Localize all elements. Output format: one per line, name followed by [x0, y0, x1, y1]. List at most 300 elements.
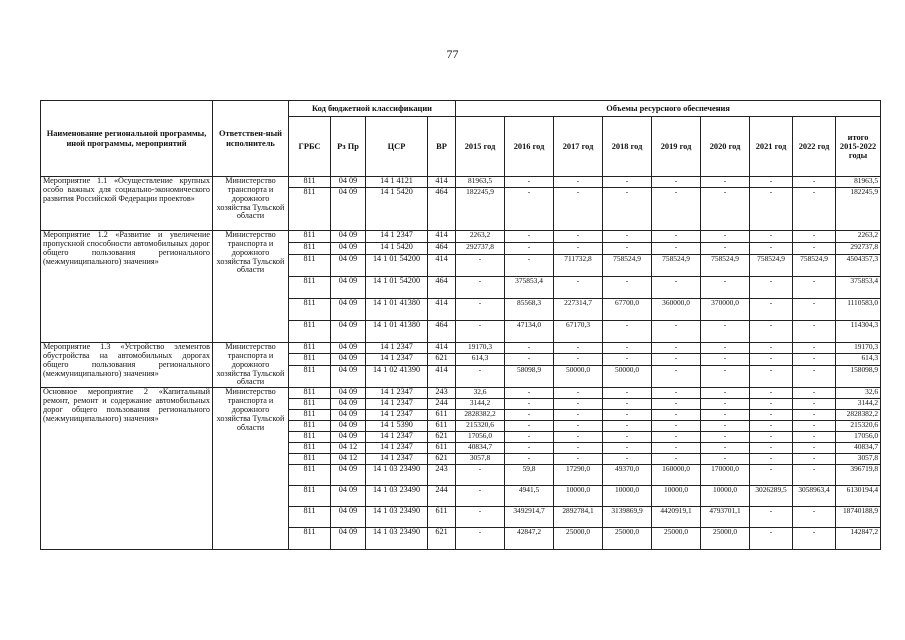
amount-cell: 4941,5 [505, 486, 554, 507]
rzpr-cell: 04 09 [331, 388, 366, 399]
vr-cell: 414 [428, 365, 456, 388]
rzpr-cell: 04 12 [331, 443, 366, 454]
amount-cell: - [652, 354, 701, 365]
amount-cell: - [554, 421, 603, 432]
amount-cell: 50000,0 [603, 365, 652, 388]
amount-cell: 375853,4 [505, 277, 554, 299]
budget-table [40, 100, 881, 550]
executor-cell: Министерство транспорта и дорожного хозяйства Тульской области [213, 177, 289, 231]
amount-cell: - [554, 343, 603, 354]
header-vr: ВР [428, 117, 456, 177]
amount-cell: - [554, 277, 603, 299]
amount-cell: 2263,2 [456, 231, 505, 243]
amount-cell: - [701, 443, 750, 454]
amount-cell: - [505, 388, 554, 399]
grbs-cell: 811 [289, 255, 331, 277]
amount-cell: - [505, 354, 554, 365]
amount-cell: - [701, 354, 750, 365]
amount-cell: 758524,9 [750, 255, 793, 277]
grbs-cell: 811 [289, 528, 331, 550]
amount-cell: - [652, 421, 701, 432]
vr-cell: 414 [428, 343, 456, 354]
grbs-cell: 811 [289, 399, 331, 410]
amount-cell: - [603, 454, 652, 465]
amount-cell: 292737,8 [456, 243, 505, 255]
amount-cell: - [505, 399, 554, 410]
vr-cell: 414 [428, 299, 456, 321]
amount-cell: - [750, 528, 793, 550]
amount-cell: - [505, 255, 554, 277]
amount-cell: - [554, 354, 603, 365]
amount-cell: 50000,0 [554, 365, 603, 388]
vr-cell: 621 [428, 528, 456, 550]
table-row [41, 388, 881, 399]
amount-cell: - [750, 177, 793, 188]
amount-cell: - [456, 507, 505, 528]
header-total: итого 2015-2022 годы [836, 117, 881, 177]
csr-cell: 14 1 03 23490 [366, 528, 428, 550]
amount-cell: - [603, 410, 652, 421]
amount-cell: - [603, 231, 652, 243]
amount-cell: 58098,9 [505, 365, 554, 388]
amount-cell: - [603, 243, 652, 255]
amount-cell: - [554, 410, 603, 421]
amount-cell: 42847,2 [505, 528, 554, 550]
total-cell: 2263,2 [836, 231, 881, 243]
amount-cell: - [505, 231, 554, 243]
header-resources: Объемы ресурсного обеспечения [456, 101, 881, 117]
amount-cell: 758524,9 [652, 255, 701, 277]
amount-cell: - [603, 277, 652, 299]
amount-cell: - [750, 421, 793, 432]
csr-cell: 14 1 2347 [366, 388, 428, 399]
amount-cell: - [750, 299, 793, 321]
header-year: 2021 год [750, 117, 793, 177]
rzpr-cell: 04 09 [331, 277, 366, 299]
amount-cell: - [750, 243, 793, 255]
amount-cell: - [652, 343, 701, 354]
header-year: 2017 год [554, 117, 603, 177]
vr-cell: 611 [428, 410, 456, 421]
amount-cell: - [750, 188, 793, 231]
amount-cell: - [750, 443, 793, 454]
amount-cell: - [652, 188, 701, 231]
amount-cell: 67700,0 [603, 299, 652, 321]
program-name: Основное мероприятие 2 «Капитальный ремонт, ремонт и содержание автомобильных дорог общего пользования регионального (межмуниципального) значения» [41, 388, 213, 550]
grbs-cell: 811 [289, 388, 331, 399]
rzpr-cell: 04 09 [331, 528, 366, 550]
total-cell: 182245,9 [836, 188, 881, 231]
amount-cell: - [701, 321, 750, 343]
header-rzpr: Рз Пр [331, 117, 366, 177]
rzpr-cell: 04 09 [331, 299, 366, 321]
page-number: 77 [446, 47, 459, 61]
amount-cell: - [750, 321, 793, 343]
total-cell: 158098,9 [836, 365, 881, 388]
rzpr-cell: 04 09 [331, 365, 366, 388]
csr-cell: 14 1 01 41380 [366, 299, 428, 321]
total-cell: 40834,7 [836, 443, 881, 454]
amount-cell: - [701, 365, 750, 388]
amount-cell: 67170,3 [554, 321, 603, 343]
amount-cell: 10000,0 [603, 486, 652, 507]
total-cell: 4504357,3 [836, 255, 881, 277]
amount-cell: - [701, 277, 750, 299]
amount-cell: - [701, 231, 750, 243]
amount-cell: - [701, 432, 750, 443]
amount-cell: 370000,0 [701, 299, 750, 321]
vr-cell: 611 [428, 507, 456, 528]
rzpr-cell: 04 09 [331, 188, 366, 231]
total-cell: 292737,8 [836, 243, 881, 255]
amount-cell: - [652, 410, 701, 421]
amount-cell: - [652, 399, 701, 410]
amount-cell: - [701, 454, 750, 465]
grbs-cell: 811 [289, 177, 331, 188]
csr-cell: 14 1 2347 [366, 399, 428, 410]
amount-cell: - [505, 343, 554, 354]
amount-cell: 32,6 [456, 388, 505, 399]
amount-cell: - [793, 343, 836, 354]
program-name: Мероприятие 1.3 «Устройство элементов обустройства на автомобильных дорогах общего пользования регионального (межмуниципального) значения» [41, 343, 213, 388]
amount-cell: - [793, 507, 836, 528]
amount-cell: - [750, 410, 793, 421]
amount-cell: 2828382,2 [456, 410, 505, 421]
amount-cell: - [505, 410, 554, 421]
amount-cell: - [793, 421, 836, 432]
header-year: 2020 год [701, 117, 750, 177]
total-cell: 6130194,4 [836, 486, 881, 507]
amount-cell: - [701, 188, 750, 231]
amount-cell: 160000,0 [652, 465, 701, 486]
amount-cell: 758524,9 [793, 255, 836, 277]
amount-cell: 47134,0 [505, 321, 554, 343]
grbs-cell: 811 [289, 243, 331, 255]
amount-cell: - [603, 343, 652, 354]
rzpr-cell: 04 09 [331, 421, 366, 432]
amount-cell: - [505, 443, 554, 454]
amount-cell: - [793, 188, 836, 231]
amount-cell: - [793, 277, 836, 299]
amount-cell: - [750, 399, 793, 410]
total-cell: 19170,3 [836, 343, 881, 354]
amount-cell: - [793, 299, 836, 321]
amount-cell: - [701, 343, 750, 354]
vr-cell: 244 [428, 399, 456, 410]
amount-cell: 711732,8 [554, 255, 603, 277]
grbs-cell: 811 [289, 454, 331, 465]
amount-cell: 758524,9 [701, 255, 750, 277]
amount-cell: - [793, 231, 836, 243]
csr-cell: 14 1 2347 [366, 410, 428, 421]
amount-cell: - [456, 365, 505, 388]
amount-cell: - [793, 177, 836, 188]
table-row [41, 343, 881, 354]
amount-cell: - [505, 454, 554, 465]
amount-cell: 59,8 [505, 465, 554, 486]
amount-cell: - [750, 465, 793, 486]
vr-cell: 464 [428, 188, 456, 231]
total-cell: 396719,8 [836, 465, 881, 486]
total-cell: 32,6 [836, 388, 881, 399]
table-row [41, 231, 881, 243]
amount-cell: - [652, 321, 701, 343]
header-year: 2019 год [652, 117, 701, 177]
amount-cell: 49370,0 [603, 465, 652, 486]
header-executor: Ответствен-ный исполнитель [213, 101, 289, 177]
amount-cell: - [793, 432, 836, 443]
amount-cell: - [750, 432, 793, 443]
amount-cell: - [652, 432, 701, 443]
amount-cell: - [554, 399, 603, 410]
amount-cell: 170000,0 [701, 465, 750, 486]
amount-cell: - [554, 432, 603, 443]
rzpr-cell: 04 09 [331, 432, 366, 443]
amount-cell: 3492914,7 [505, 507, 554, 528]
table-body [41, 177, 881, 550]
amount-cell: 614,3 [456, 354, 505, 365]
executor-cell: Министерство транспорта и дорожного хозяйства Тульской области [213, 388, 289, 550]
amount-cell: - [603, 177, 652, 188]
amount-cell: - [793, 354, 836, 365]
vr-cell: 243 [428, 388, 456, 399]
grbs-cell: 811 [289, 421, 331, 432]
amount-cell: - [701, 177, 750, 188]
csr-cell: 14 1 2347 [366, 454, 428, 465]
amount-cell: 25000,0 [554, 528, 603, 550]
csr-cell: 14 1 5420 [366, 188, 428, 231]
amount-cell: - [750, 354, 793, 365]
amount-cell: - [750, 454, 793, 465]
vr-cell: 621 [428, 432, 456, 443]
amount-cell: - [603, 421, 652, 432]
total-cell: 1110583,0 [836, 299, 881, 321]
amount-cell: - [505, 432, 554, 443]
total-cell: 3057,8 [836, 454, 881, 465]
amount-cell: 3144,2 [456, 399, 505, 410]
amount-cell: - [505, 421, 554, 432]
amount-cell: - [652, 177, 701, 188]
grbs-cell: 811 [289, 465, 331, 486]
header-year: 2018 год [603, 117, 652, 177]
amount-cell: - [701, 243, 750, 255]
csr-cell: 14 1 03 23490 [366, 486, 428, 507]
csr-cell: 14 1 4121 [366, 177, 428, 188]
amount-cell: 25000,0 [652, 528, 701, 550]
amount-cell: - [793, 443, 836, 454]
amount-cell: - [750, 343, 793, 354]
amount-cell: - [701, 410, 750, 421]
amount-cell: 19170,3 [456, 343, 505, 354]
amount-cell: - [456, 486, 505, 507]
amount-cell: - [701, 421, 750, 432]
vr-cell: 464 [428, 243, 456, 255]
header-year: 2022 год [793, 117, 836, 177]
total-cell: 215320,6 [836, 421, 881, 432]
header-budget-code: Код бюджетной классификации [289, 101, 456, 117]
grbs-cell: 811 [289, 365, 331, 388]
amount-cell: - [750, 388, 793, 399]
amount-cell: - [554, 388, 603, 399]
amount-cell: - [652, 231, 701, 243]
grbs-cell: 811 [289, 277, 331, 299]
csr-cell: 14 1 01 54200 [366, 255, 428, 277]
csr-cell: 14 1 02 41390 [366, 365, 428, 388]
amount-cell: - [603, 354, 652, 365]
amount-cell: 215320,6 [456, 421, 505, 432]
csr-cell: 14 1 5420 [366, 243, 428, 255]
amount-cell: - [603, 188, 652, 231]
amount-cell: 10000,0 [701, 486, 750, 507]
rzpr-cell: 04 12 [331, 454, 366, 465]
csr-cell: 14 1 03 23490 [366, 465, 428, 486]
amount-cell: - [793, 388, 836, 399]
amount-cell: 3058963,4 [793, 486, 836, 507]
header-csr: ЦСР [366, 117, 428, 177]
rzpr-cell: 04 09 [331, 177, 366, 188]
program-name: Мероприятие 1.2 «Развитие и увеличение пропускной способности автомобильных дорог общего пользования регионального (межмуниципального) значения» [41, 231, 213, 343]
total-cell: 2828382,2 [836, 410, 881, 421]
amount-cell: - [750, 231, 793, 243]
grbs-cell: 811 [289, 299, 331, 321]
rzpr-cell: 04 09 [331, 410, 366, 421]
amount-cell: - [554, 177, 603, 188]
rzpr-cell: 04 09 [331, 465, 366, 486]
vr-cell: 464 [428, 277, 456, 299]
amount-cell: - [505, 243, 554, 255]
vr-cell: 464 [428, 321, 456, 343]
amount-cell: - [701, 399, 750, 410]
amount-cell: - [793, 365, 836, 388]
amount-cell: 3026289,5 [750, 486, 793, 507]
rzpr-cell: 04 09 [331, 321, 366, 343]
amount-cell: - [456, 321, 505, 343]
grbs-cell: 811 [289, 321, 331, 343]
executor-cell: Министерство транспорта и дорожного хозяйства Тульской области [213, 343, 289, 388]
grbs-cell: 811 [289, 443, 331, 454]
amount-cell: 40834,7 [456, 443, 505, 454]
amount-cell: - [554, 243, 603, 255]
csr-cell: 14 1 2347 [366, 343, 428, 354]
csr-cell: 14 1 03 23490 [366, 507, 428, 528]
grbs-cell: 811 [289, 354, 331, 365]
total-cell: 3144,2 [836, 399, 881, 410]
grbs-cell: 811 [289, 486, 331, 507]
amount-cell: - [456, 465, 505, 486]
amount-cell: - [793, 243, 836, 255]
csr-cell: 14 1 01 54200 [366, 277, 428, 299]
amount-cell: 182245,9 [456, 188, 505, 231]
amount-cell: - [554, 231, 603, 243]
header-year: 2016 год [505, 117, 554, 177]
csr-cell: 14 1 2347 [366, 443, 428, 454]
amount-cell: - [456, 277, 505, 299]
amount-cell: - [652, 388, 701, 399]
amount-cell: - [603, 388, 652, 399]
grbs-cell: 811 [289, 432, 331, 443]
amount-cell: 4793701,1 [701, 507, 750, 528]
program-name: Мероприятие 1.1 «Осуществление крупных особо важных для социально-экономического развития Российской Федерации проектов» [41, 177, 213, 231]
amount-cell: - [505, 177, 554, 188]
amount-cell: - [793, 454, 836, 465]
amount-cell: 17056,0 [456, 432, 505, 443]
csr-cell: 14 1 2347 [366, 354, 428, 365]
vr-cell: 243 [428, 465, 456, 486]
amount-cell: - [652, 443, 701, 454]
amount-cell: - [603, 432, 652, 443]
amount-cell: - [701, 388, 750, 399]
amount-cell: - [750, 507, 793, 528]
amount-cell: - [652, 243, 701, 255]
amount-cell: - [652, 365, 701, 388]
amount-cell: 227314,7 [554, 299, 603, 321]
amount-cell: 10000,0 [652, 486, 701, 507]
grbs-cell: 811 [289, 231, 331, 243]
vr-cell: 611 [428, 421, 456, 432]
amount-cell: - [554, 454, 603, 465]
vr-cell: 611 [428, 443, 456, 454]
amount-cell: - [652, 277, 701, 299]
grbs-cell: 811 [289, 343, 331, 354]
total-cell: 375853,4 [836, 277, 881, 299]
rzpr-cell: 04 09 [331, 399, 366, 410]
amount-cell: 10000,0 [554, 486, 603, 507]
vr-cell: 621 [428, 354, 456, 365]
header-year: 2015 год [456, 117, 505, 177]
grbs-cell: 811 [289, 188, 331, 231]
vr-cell: 621 [428, 454, 456, 465]
total-cell: 81963,5 [836, 177, 881, 188]
vr-cell: 414 [428, 255, 456, 277]
grbs-cell: 811 [289, 507, 331, 528]
amount-cell: - [750, 277, 793, 299]
amount-cell: - [505, 188, 554, 231]
total-cell: 17056,0 [836, 432, 881, 443]
vr-cell: 414 [428, 177, 456, 188]
rzpr-cell: 04 09 [331, 343, 366, 354]
rzpr-cell: 04 09 [331, 507, 366, 528]
amount-cell: - [456, 528, 505, 550]
rzpr-cell: 04 09 [331, 231, 366, 243]
rzpr-cell: 04 09 [331, 255, 366, 277]
rzpr-cell: 04 09 [331, 243, 366, 255]
amount-cell: - [793, 465, 836, 486]
header-name: Наименование региональной программы, иной программы, мероприятий [41, 101, 213, 177]
csr-cell: 14 1 01 41380 [366, 321, 428, 343]
amount-cell: - [652, 454, 701, 465]
amount-cell: 4420919,1 [652, 507, 701, 528]
rzpr-cell: 04 09 [331, 354, 366, 365]
amount-cell: - [554, 188, 603, 231]
amount-cell: 25000,0 [603, 528, 652, 550]
amount-cell: - [603, 443, 652, 454]
amount-cell: - [793, 399, 836, 410]
amount-cell: - [456, 255, 505, 277]
csr-cell: 14 1 2347 [366, 231, 428, 243]
total-cell: 142847,2 [836, 528, 881, 550]
amount-cell: 2892784,1 [554, 507, 603, 528]
vr-cell: 414 [428, 231, 456, 243]
total-cell: 18740188,9 [836, 507, 881, 528]
table-row [41, 177, 881, 188]
csr-cell: 14 1 2347 [366, 432, 428, 443]
rzpr-cell: 04 09 [331, 486, 366, 507]
header-grbs: ГРБС [289, 117, 331, 177]
executor-cell: Министерство транспорта и дорожного хозяйства Тульской области [213, 231, 289, 343]
total-cell: 614,3 [836, 354, 881, 365]
amount-cell: 85568,3 [505, 299, 554, 321]
amount-cell: 3057,8 [456, 454, 505, 465]
